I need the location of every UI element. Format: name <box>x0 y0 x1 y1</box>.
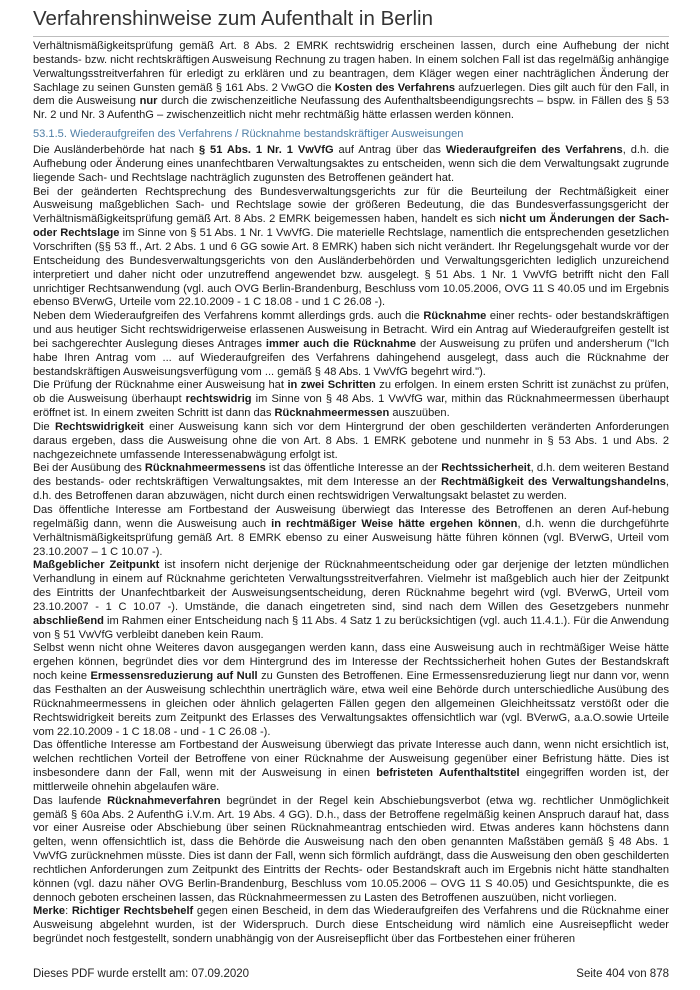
paragraph: Das laufende Rücknahmeverfahren begründet in der Regel kein Abschiebungsverbot (etwa wg. rechtlicher Unmöglichkeit gemäß § 60a Abs. 2 AufenthG i.V.m. Art. 19 Abs. 4 GG). D.h., dass der Betroffene regelmäßig keinen Anspruch darauf hat, dass vor einer Ausreise oder Abschiebung über seinen Rücknahmeantrag entschieden wird. Etwas anderes kann höchstens dann gelten, wenn offensichtlich ist, dass die Behörde die Ausweisung nach den oben genannten Maßstäben gemäß § 48 Abs. 1 VwVfG zurücknehmen müsste. Dies ist dann der Fall, wenn sich förmlich aufdrängt, dass die Ausweisung den oben geschilderten rechtlichen Anforderungen zum Zeitpunkt des Eintritts der Rechts- oder Bestandskraft auch im Ergebnis nicht hätte standhalten können (vgl. dazu näher OVG Berlin-Brandenburg, Beschluss vom 10.05.2006 – OVG 11 S 40.05) und Gesichtspunkte, die es dennoch geboten erscheinen lassen, das Rücknahmeermessen zu Lasten des Betroffenen auszuüben, nicht vorliegen. <box>33 794 669 904</box>
bold-emphasis: nur <box>139 95 158 108</box>
bold-emphasis: Merke <box>33 905 66 918</box>
bold-emphasis: immer auch die Rücknahme <box>265 337 417 350</box>
bold-emphasis: Rücknahme <box>423 310 487 323</box>
section-heading: 53.1.5. Wiederaufgreifen des Verfahrens / Rücknahme bestandskräftiger Ausweisungen <box>33 128 464 141</box>
bold-emphasis: abschließend <box>33 614 104 627</box>
bold-emphasis: Richtiger Rechtsbehelf <box>71 905 194 918</box>
paragraph: Verhältnismäßigkeitsprüfung gemäß Art. 8 Abs. 2 EMRK rechtswidrig erscheinen lassen, durch eine Aufhebung der nicht bestands- bzw. nicht rechtskräftigen Ausweisung Rechnung zu tragen haben. In einem solchen Fall ist das regelmäßig anhängige Verwaltungsstreitverfahren für erledigt zu erklären und zu beantragen, dem Kläger wegen einer nachträglichen Änderung der Sachlage zu seinen Gunsten gemäß § 161 Abs. 2 VwGO die Kosten des Verfahrens aufzuerlegen. Dies gilt auch für den Fall, in dem die Ausweisung nur durch die zwischenzeitliche Neufassung des Aufenthaltsbeendigungsrechts – bspw. in Fällen des § 53 Nr. 2 und Nr. 3 AufenthG – zwischenzeitlich nicht mehr rechtmäßig hätte erlassen werden können. <box>33 40 669 122</box>
paragraph: Bei der Ausübung des Rücknahmeermessens ist das öffentliche Interesse an der Rechtssicherheit, d.h. dem weiteren Bestand des bestands- oder rechtskräftigen Verwaltungsaktes, mit dem Interesse an der Rechtmäßigkeit des Verwaltungshandelns, d.h. des Betroffenen daran abzuwägen, nicht durch einen rechtswidrigen Verwaltungsakt belastet zu werden. <box>33 462 669 503</box>
paragraph: Neben dem Wiederaufgreifen des Verfahrens kommt allerdings grds. auch die Rücknahme einer rechts- oder bestandskräftigen und aus heutiger Sicht rechtswidrigerweise erlassenen Ausweisung in Betracht. Wird ein Antrag auf Wiederaufgreifen gestellt ist bei sachgerechter Auslegung dieses Antrages immer auch die Rücknahme der Ausweisung zu prüfen und andersherum ("Ich habe Ihren Antrag vom ... auf Wiederaufgreifen des Verfahrens dahingehend ausgelegt, dass auch die Rücknahme der bestandskräftigen Ausweisungsverfügung vom ... gemäß § 48 Abs. 1 VwVfG begehrt wird."). <box>33 310 669 378</box>
bold-emphasis: in zwei Schritten <box>287 379 376 392</box>
bold-emphasis: Rücknahmeverfahren <box>107 794 221 807</box>
paragraph: Merke: Richtiger Rechtsbehelf gegen einen Bescheid, in dem das Wiederaufgreifen des Verfahrens und die Rücknahme einer Ausweisung abgelehnt wurden, ist der Widerspruch. Durch diese Entscheidung wird nämlich eine Ausreisepflicht weder begründet noch festgestellt, sondern unabhängig von der Ausreisepflicht über das Fortbestehen einer früheren <box>33 905 669 946</box>
bold-emphasis: Rücknahmeermessen <box>274 407 390 420</box>
footer-created-date: Dieses PDF wurde erstellt am: 07.09.2020 <box>33 968 250 980</box>
bold-emphasis: Kosten des Verfahrens <box>334 81 456 94</box>
bold-emphasis: Rücknahmeermessens <box>144 462 266 475</box>
bold-emphasis: Rechtmäßigkeit des Verwaltungshandelns <box>440 476 666 489</box>
footer-page-number: Seite 404 von 878 <box>576 968 669 980</box>
paragraph: Das öffentliche Interesse am Fortbestand der Ausweisung überwiegt das private Interesse auch dann, wenn nicht ersichtlich ist, welchen rechtlichen Vorteil der Betroffene von einer Rücknahme der Ausweisung gegenüber einer Befristung hätte. Dies ist insbesondere dann der Fall, wenn mit der Ausweisung in einen befristeten Aufenthaltstitel eingegriffen worden ist, der mittlerweile ohnehin abgelaufen wäre. <box>33 739 670 793</box>
bold-emphasis: in rechtmäßiger Weise hätte ergehen können <box>271 517 518 530</box>
bold-emphasis: nicht um Änderungen der Sach- oder Rechtslage <box>33 213 669 240</box>
paragraph: Die Ausländerbehörde hat nach § 51 Abs. 1 Nr. 1 VwVfG auf Antrag über das Wiederaufgreifen des Verfahrens, d.h. die Aufhebung oder Änderung eines unanfechtbaren Verwaltungsaktes zu entscheiden, wenn sich die dem Verwaltungsakt zugrunde liegende Sach- und Rechtslage nachträglich zugunsten des Betroffenen geändert hat. <box>33 144 669 184</box>
bold-emphasis: § 51 Abs. 1 Nr. 1 VwVfG <box>198 144 334 157</box>
page-title: Verfahrenshinweise zum Aufenthalt in Berlin <box>33 6 669 37</box>
bold-emphasis: befristeten Aufenthaltstitel <box>376 767 520 780</box>
bold-emphasis: rechtswidrig <box>185 393 252 406</box>
bold-emphasis: Ermessensreduzierung auf Null <box>90 670 258 683</box>
paragraph: Die Rechtswidrigkeit einer Ausweisung kann sich vor dem Hintergrund der oben geschilderten veränderten Anforderungen daraus ergeben, dass die Ausweisung ohne die von Art. 8 Abs. 1 EMRK gebotene und nunmehr in § 53 Abs. 1 und Abs. 2 nachgezeichnete umfassende Interessenabwägung erfolgt ist. <box>33 420 669 461</box>
paragraph: Selbst wenn nicht ohne Weiteres davon ausgegangen werden kann, dass eine Ausweisung auch in rechtmäßiger Weise hätte ergehen können, begründet dies vor dem Hintergrund des im Interesse der Rechtssicherheit hohen Gutes der Bestandskraft noch keine Ermessensreduzierung auf Null zu Gunsten des Betroffenen. Eine Ermessensreduzierung liegt nur dann vor, wenn das Festhalten an der Ausweisung schlechthin unerträglich wäre, etwa weil eine Behörde durch unterschiedliche Ausübung des Rücknahmeermessens in gleichen oder ähnlich gelagerten Fällen gegen den allgemeinen Gleichheitssatz verstößt oder die Rechtswidrigkeit bereits zum Zeitpunkt des Erlasses des Verwaltungsaktes offensichtlich war (vgl. BVerwG, a.a.O.sowie Urteile vom 22.10.2009 - 1 C 18.08 - und - 1 C 26.08 -). <box>33 642 670 738</box>
document-body <box>33 40 669 947</box>
paragraph: Bei der geänderten Rechtsprechung des Bundesverwaltungsgerichts zur für die Beurteilung der Rechtmäßigkeit einer Ausweisung maßgeblichen Sach- und Rechtslage sowie der größeren Bedeutung, die das Bundesverfassungsgericht der Verhältnismäßigkeitsprüfung gemäß Art. 8 Abs. 2 EMRK beigemessen haben, handelt es sich nicht um Änderungen der Sach- oder Rechtslage im Sinne von § 51 Abs. 1 Nr. 1 VwVfG. Die materielle Rechtslage, namentlich die entsprechenden gesetzlichen Vorschriften (§§ 53 ff., Art. 2 Abs. 1 und 6 GG sowie Art. 8 EMRK) haben sich nicht verändert. Ihr Regelungsgehalt wurde vor der Entscheidung des Bundesverwaltungsgerichts von den Ausländerbehörden und Verwaltungsgerichten lediglich unzureichend interpretiert und daher nicht oder unzutreffend angewendet bzw. ausgelegt. § 51 Abs. 1 Nr. 1 VwVfG betrifft nicht den Fall unrichtiger Rechtsanwendung (vgl. auch OVG Berlin-Brandenburg, Beschluss vom 10.05.2006, OVG 11 S 40.05 und im Ergebnis ebenso BVerwG, Urteile vom 22.10.2009 - 1 C 18.08 - und 1 C 26.08 -). <box>33 185 670 309</box>
bold-emphasis: Maßgeblicher Zeitpunkt <box>33 559 160 572</box>
paragraph: Das öffentliche Interesse am Fortbestand der Ausweisung überwiegt das Interesse des Betroffenen an deren Auf-hebung regelmäßig dann, wenn die Ausweisung auch in rechtmäßiger Weise hätte ergehen können, d.h. wenn die durchgeführte Verhältnismäßigkeitsprüfung gemäß Art. 8 EMRK ebenso zu einer Ausweisung hätte führen können (vgl. BVerwG, Urteil vom 23.10.2007 – 1 C 10.07 -). <box>33 504 669 558</box>
paragraph: Die Prüfung der Rücknahme einer Ausweisung hat in zwei Schritten zu erfolgen. In einem ersten Schritt ist zunächst zu prüfen, ob die Ausweisung überhaupt rechtswidrig im Sinne von § 48 Abs. 1 VwVfG war, mithin das Rücknahmeermessen überhaupt eröffnet ist. In einem zweiten Schritt ist dann das Rücknahmeermessen auszuüben. <box>33 379 670 420</box>
bold-emphasis: Rechtswidrigkeit <box>54 420 144 433</box>
bold-emphasis: Wiederaufgreifen des Verfahrens <box>445 144 623 157</box>
paragraph: Maßgeblicher Zeitpunkt ist insofern nicht derjenige der Rücknahmeentscheidung oder gar derjenige der letzten mündlichen Verhandlung in einem auf Rücknahme gerichteten Verwaltungsstreitverfahren. Vielmehr ist maßgeblich auch hier der Zeitpunkt des Eintritts der Unanfechtbarkeit der Ausweisungsentscheidung, deren Rücknahme begehrt wird (vgl. BVerwG, Urteil vom 23.10.2007 - 1 C 10.07 -). Umstände, die danach eingetreten sind, sind nach dem Willen des Gesetzgebers nunmehr abschließend im Rahmen einer Entscheidung nach § 11 Abs. 4 Satz 1 zu berücksichtigen (vgl. auch 11.4.1.). Für die Anwendung von § 51 VwVfG verbleibt daneben kein Raum. <box>33 559 669 641</box>
bold-emphasis: Rechtssicherheit <box>441 462 531 475</box>
